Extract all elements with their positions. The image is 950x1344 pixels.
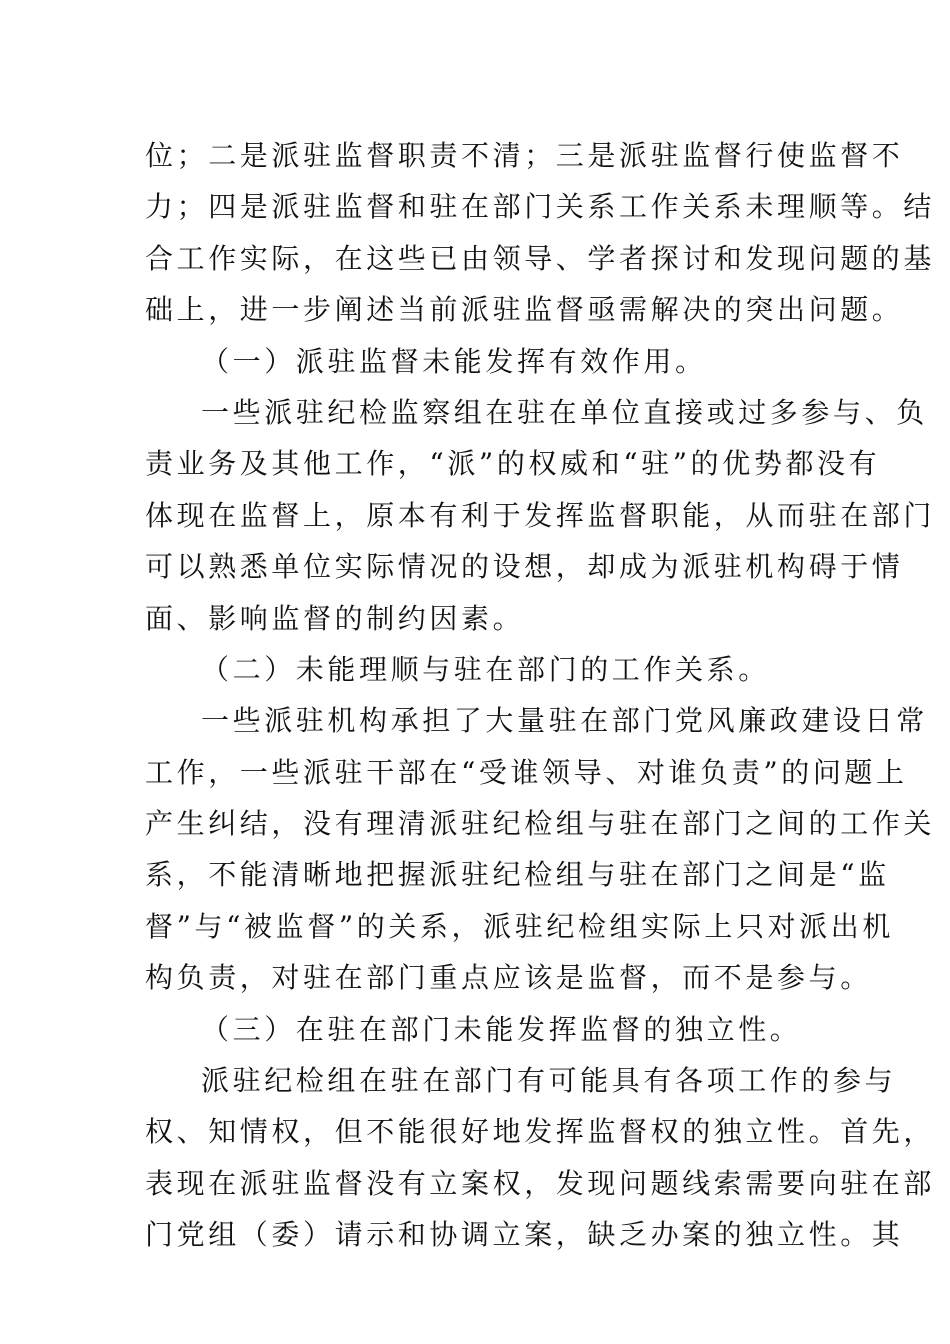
text-line: 可以熟悉单位实际情况的设想，却成为派驻机构碍于情 [145, 550, 904, 584]
text-line: 门党组（委）请示和协调立案，缺乏办案的独立性。其 [145, 1218, 904, 1252]
section-heading-2: （二）未能理顺与驻在部门的工作关系。 [201, 652, 770, 686]
text-line: 体现在监督上，原本有利于发挥监督职能，从而驻在部门 [145, 498, 936, 532]
text-line: 力；四是派驻监督和驻在部门关系工作关系未理顺等。结 [145, 190, 936, 224]
text-line: 位；二是派驻监督职责不清；三是派驻监督行使监督不 [145, 139, 904, 172]
paragraph-start: 一些派驻机构承担了大量驻在部门党风廉政建设日常 [201, 704, 928, 738]
text-line: 面、影响监督的制约因素。 [145, 601, 525, 635]
text-line: 督”与“被监督”的关系，派驻纪检组实际上只对派出机 [145, 909, 894, 943]
text-line: 权、知情权，但不能很好地发挥监督权的独立性。首先， [145, 1115, 936, 1149]
text-line: 工作，一些派驻干部在“受谁领导、对谁负责”的问题上 [145, 755, 908, 789]
text-line: 础上，进一步阐述当前派驻监督亟需解决的突出问题。 [145, 293, 904, 327]
text-line: 产生纠结，没有理清派驻纪检组与驻在部门之间的工作关 [145, 807, 936, 841]
text-line: 合工作实际，在这些已由领导、学者探讨和发现问题的基 [145, 241, 936, 275]
text-line: 表现在派驻监督没有立案权，发现问题线索需要向驻在部 [145, 1166, 936, 1200]
text-line: 系，不能清晰地把握派驻纪检组与驻在部门之间是“监 [145, 858, 890, 892]
paragraph-start: 派驻纪检组在驻在部门有可能具有各项工作的参与 [201, 1064, 897, 1098]
section-heading-1: （一）派驻监督未能发挥有效作用。 [201, 344, 707, 378]
text-line: 构负责，对驻在部门重点应该是监督，而不是参与。 [145, 961, 872, 995]
body-text [145, 130, 936, 1261]
section-heading-3: （三）在驻在部门未能发挥监督的独立性。 [201, 1012, 802, 1046]
text-line: 责业务及其他工作，“派”的权威和“驻”的优势都没有 [145, 447, 881, 481]
paragraph-start: 一些派驻纪检监察组在驻在单位直接或过多参与、负 [201, 395, 928, 429]
